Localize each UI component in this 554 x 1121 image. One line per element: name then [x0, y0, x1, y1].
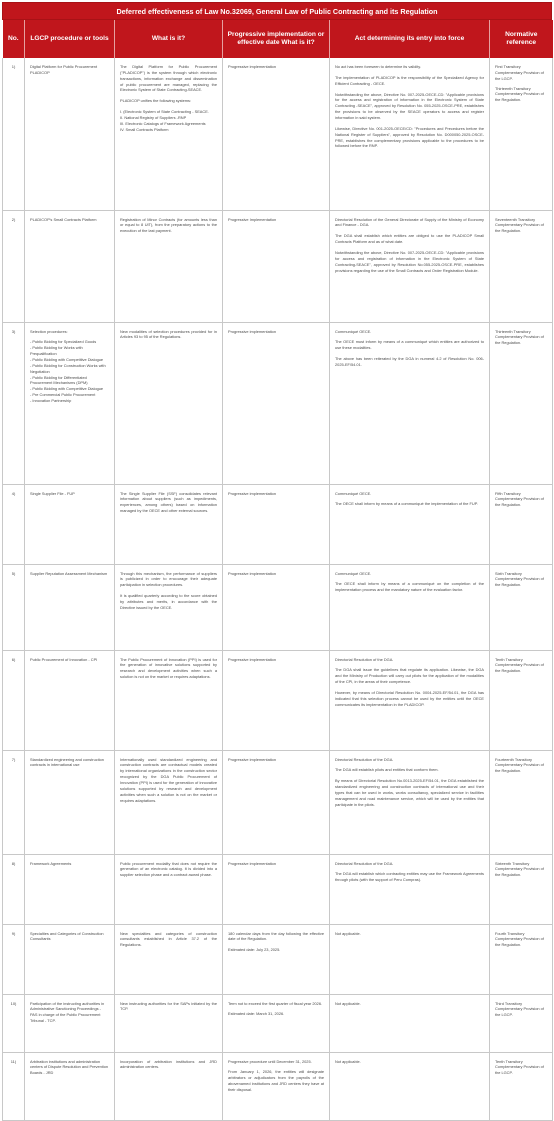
- what-paragraph: The Digital Platform for Public Procurement ("PLADICOP") is the system through which electronic transactions, information exchange and dissemination of public procurement are managed, replacing the Electronic System of State Contracting-SEACE.: [120, 64, 217, 93]
- what-paragraph: Through this mechanism, the performance of suppliers is publicized in order to encourage their adequate participation in selection procedures.: [120, 570, 217, 588]
- implementation-paragraph: Estimated date: March 31, 2026.: [228, 1011, 285, 1017]
- reference-paragraph: Seventeenth Transitory Complementary Provision of the Regulation.: [495, 216, 544, 234]
- act-paragraph: By means of Directorial Resolution No.0013-2025-EF/54.01, the DGA established the standardized engineering and construction contracts of international use and their types that can be used in works, works consultancy, specialized service in facilities management and road maintenance service, which will be used by the entities that participate in the pilots.: [335, 778, 484, 807]
- table-row: [3, 484, 553, 564]
- table-row: [3, 1052, 553, 1120]
- implementation-paragraph: 180 calendar days from the day following the effective date of the Regulation.: [228, 930, 324, 942]
- table-row: [3, 650, 553, 750]
- what-cell: [115, 484, 223, 564]
- reference-cell: [490, 210, 553, 322]
- row-number: 8): [3, 854, 25, 924]
- table-row: [3, 994, 553, 1052]
- procedure-cell: [25, 650, 115, 750]
- row-number: 4): [3, 484, 25, 564]
- table-row: [3, 854, 553, 924]
- row-number: 5): [3, 564, 25, 650]
- act-paragraph: Directorial Resolution of the General Directorate of Supply of the Ministry of Economy and Finance - DGA.: [335, 216, 484, 228]
- procedure-name: Framework Agreements: [30, 860, 72, 866]
- reference-cell: [490, 750, 553, 854]
- implementation-cell: [223, 924, 330, 994]
- act-paragraph: The DGA will establish pilots and entities that conform them.: [335, 767, 439, 773]
- procedure-cell: [25, 484, 115, 564]
- act-paragraph: Directorial Resolution of the DGA.: [335, 756, 394, 762]
- act-paragraph: The DGA will establish which contracting entities may use the Framework Agreements through pilots (with the support of Peru Compras).: [335, 871, 484, 883]
- header-act: Act determining its entry into force: [330, 20, 490, 58]
- reference-cell: [490, 994, 553, 1052]
- table-title: Deferred effectiveness of Law No.32069, General Law of Public Contracting and its Regulation: [2, 2, 552, 20]
- reference-cell: [490, 484, 553, 564]
- system-item: II. National Registry of Suppliers -RNP: [120, 115, 187, 121]
- implementation-cell: [223, 1052, 330, 1120]
- procedure-item: - Innovation Partnership: [30, 397, 72, 403]
- reference-cell: [490, 564, 553, 650]
- reference-cell: [490, 322, 553, 484]
- table-body: [3, 58, 553, 1120]
- act-paragraph: Directorial Resolution of the DGA.: [335, 860, 394, 866]
- reference-paragraph: Tenth Transitory Complementary Provision of the LGCP.: [495, 1058, 544, 1076]
- document-page: [2, 2, 552, 1092]
- reference-cell: [490, 1052, 553, 1120]
- procedure-cell: [25, 750, 115, 854]
- act-paragraph: Not applicable.: [335, 930, 361, 936]
- act-paragraph: Communiqué OECE.: [335, 490, 372, 496]
- header-no: No.: [3, 20, 25, 58]
- implementation-cell: [223, 854, 330, 924]
- act-cell: [330, 854, 490, 924]
- procedure-cell: [25, 1052, 115, 1120]
- procedure-name: Digital Platform for Public Procurement PLADICOP: [30, 64, 98, 75]
- act-paragraph: Likewise, Directive No. 001-2025-OECE/CD: "Procedures and Precedures before the National Register of Suppliers", approved by Resolution No. D000050-2025-OSCE-PRE, establishes the complementary provisions applicable to the procedures to be followed before the RNP.: [335, 125, 484, 149]
- act-paragraph: The above has been reiterated by the DGA in numeral 4.2 of Resolution No. 006-2025-EF/54.01.: [335, 356, 484, 367]
- what-paragraph: The Single Supplier File (SSF) consolidates relevant information about suppliers (such as impediments, experiences, among others) based on information managed by the OECE and other external sources.: [120, 490, 217, 514]
- procedure-cell: [25, 854, 115, 924]
- implementation-cell: [223, 750, 330, 854]
- procedure-item: - Public Bidding for Differentiated Procurement Mechanisms (DPM): [30, 374, 88, 386]
- reference-cell: [490, 58, 553, 210]
- header-reference: Normative reference: [490, 20, 553, 58]
- row-number: 10): [3, 994, 25, 1052]
- implementation-cell: [223, 994, 330, 1052]
- act-cell: [330, 564, 490, 650]
- what-cell: [115, 650, 223, 750]
- act-cell: [330, 750, 490, 854]
- procedure-name: Standardized engineering and construction contracts in international use: [30, 756, 104, 768]
- implementation-cell: [223, 650, 330, 750]
- procedure-cell: [25, 564, 115, 650]
- row-number: 1): [3, 58, 25, 210]
- what-cell: [115, 750, 223, 854]
- table-row: [3, 924, 553, 994]
- act-paragraph: The DGA shall establish which entities are obliged to use the PLADICOP Small Contracts Platform and as of what date.: [335, 233, 484, 245]
- act-paragraph: Notwithstanding the above, Directive No. 007-2025-OECE-CD: "Applicable provisions for the access and registration of information in the Electronic System of State Contracting -SEACE", approved by Resolution No. 055-2025-OSCE-PRE, establishes the provisions to be observed by the SEACE operators to access and register information in said system.: [335, 91, 484, 121]
- implementation-cell: [223, 484, 330, 564]
- what-cell: [115, 210, 223, 322]
- act-paragraph: The DGA shall issue the guidelines that regulate its application. Likewise, the DGA and the Ministry of Production will carry out pilots for the application of the modalities of the CPI, in the areas of their competence.: [335, 667, 484, 685]
- row-number: 2): [3, 210, 25, 322]
- procedure-item: - Public Bidding with Competitive Dialogue: [30, 356, 104, 362]
- implementation-cell: [223, 322, 330, 484]
- what-cell: [115, 854, 223, 924]
- what-cell: [115, 1052, 223, 1120]
- procedure-name: Single Supplier File - FUP: [30, 490, 75, 496]
- procedure-item: - Pre Commercial Public Procurement: [30, 392, 96, 398]
- row-number: 11): [3, 1052, 25, 1120]
- procedure-name: PLADICOP's Small Contracts Platform: [30, 216, 97, 222]
- procedure-cell: [25, 58, 115, 210]
- row-number: 3): [3, 322, 25, 484]
- implementation-paragraph: Progressive implementation: [228, 570, 277, 576]
- system-item: III. Electronic Catalogs of Framework Agreements: [120, 120, 206, 126]
- procedure-cell: [25, 924, 115, 994]
- act-paragraph: However, by means of Directorial Resolution No. 0004-2025-EF/54.01, the DGA has indicated that this selection process cannot be used by the entities until the OECE communicates its implementation in the PLADICOP.: [335, 689, 484, 707]
- act-paragraph: Notwithstanding the above, Directive No. 007-2025-OECE-CD: "Applicable provisions for access and registration of information in the Electronic System of State Contracting-SEACE", approved by Resolution No.055-2025-OSCE-PRE, establishes provisions regarding the use of the Small Contracts and Order Registration Module.: [335, 249, 484, 273]
- row-number: 9): [3, 924, 25, 994]
- act-paragraph: Communiqué OECE.: [335, 328, 372, 334]
- reference-cell: [490, 650, 553, 750]
- reference-paragraph: Third Transitory Complementary Provision of the LGCP.: [495, 1000, 544, 1018]
- act-paragraph: No act has been foreseen to determine its validity.: [335, 64, 421, 69]
- procedure-name: Selection procedures:: [30, 328, 68, 334]
- what-cell: [115, 924, 223, 994]
- procedure-cell: [25, 322, 115, 484]
- system-item: I. (Electronic System of State Contracting - SEACE.: [120, 109, 209, 115]
- implementation-paragraph: Progressive implementation: [228, 756, 277, 762]
- procedure-item: - Public Bidding for Construction Works with Negotiation: [30, 362, 106, 374]
- procedure-item: - Public Bidding with Competitive Dialogue: [30, 386, 104, 392]
- act-paragraph: The OECE shall inform by means of a communiqué on the completion of the implementation process and the mandatory nature of the evaluation factor.: [335, 581, 484, 593]
- implementation-paragraph: Estimated date: July 23, 2025.: [228, 947, 281, 953]
- header-procedure: LGCP procedure or tools: [25, 20, 115, 58]
- what-paragraph: The Public Procurement of Innovation (PPI) is used for the generation of innovative solutions supported by research and development activities when such a solution is not on the market or requires adaptations.: [120, 656, 217, 680]
- what-paragraph: New modalities of selection procedures provided for in Articles 93 to 95 of the Regulations.: [120, 328, 217, 340]
- what-paragraph: PLADICOP unifies the following systems:: [120, 98, 192, 104]
- reference-paragraph: Fifth Transitory Complementary Provision of the Regulation.: [495, 490, 544, 508]
- implementation-paragraph: Progressive implementation: [228, 64, 277, 69]
- reference-paragraph: Thirteenth Transitory Complementary Provision of the Regulation.: [495, 328, 544, 346]
- reference-paragraph: Tenth Transitory Complementary Provision of the Regulation.: [495, 656, 544, 674]
- procedure-cell: [25, 210, 115, 322]
- table-row: [3, 58, 553, 210]
- what-paragraph: Incorporation of arbitration institutions and JRD administration centers.: [120, 1058, 217, 1070]
- what-cell: [115, 58, 223, 210]
- what-paragraph: New instructing authorities for the SAPs initiated by the TCP.: [120, 1000, 217, 1012]
- reference-cell: [490, 924, 553, 994]
- procedure-cell: [25, 994, 115, 1052]
- act-paragraph: Not applicable.: [335, 1058, 361, 1064]
- act-cell: [330, 210, 490, 322]
- what-paragraph: Internationally used standardized engineering and construction contracts are contractual models created by international organizations in the construction sector recognized by the DGA Public Procurement of Innovation (PPI) is used for the generation of innovative solutions supported by research and development activities when such a solution is not on the market or requires adaptations.: [120, 756, 217, 803]
- reference-paragraph: Sixteenth Transitory Complementary Provision of the Regulation.: [495, 860, 544, 878]
- what-cell: [115, 994, 223, 1052]
- header-what: What is it?: [115, 20, 223, 58]
- implementation-cell: [223, 58, 330, 210]
- procedure-name: Supplier Reputation Assessment Mechanism: [30, 570, 108, 576]
- reference-paragraph: Fourth Transitory Complementary Provision of the Regulation.: [495, 930, 544, 948]
- table-row: [3, 322, 553, 484]
- implementation-paragraph: Term not to exceed the first quarter of fiscal year 2026.: [228, 1000, 323, 1006]
- table-row: [3, 210, 553, 322]
- what-cell: [115, 564, 223, 650]
- reference-cell: [490, 854, 553, 924]
- implementation-paragraph: Progressive implementation: [228, 860, 277, 866]
- act-paragraph: The OECE must inform by means of a communiqué which entities are authorized to use these modalities.: [335, 339, 484, 351]
- what-paragraph: Public procurement modality that does not require the generation of an electronic catalog. It is divided into a supplier selection phase and a contract award phase.: [120, 860, 217, 878]
- act-paragraph: Not applicable.: [335, 1000, 361, 1006]
- system-item: IV. Small Contracts Platform: [120, 126, 169, 132]
- implementation-paragraph: Progressive implementation: [228, 656, 277, 662]
- act-paragraph: The implementation of PLADICOP is the responsibility of the Specialized Agency for Efficient Contracting - OECE.: [335, 74, 484, 86]
- act-paragraph: Communiqué OECE.: [335, 570, 372, 576]
- implementation-paragraph: From January 1, 2026, the entities will designate arbitrators or adjudicators from the payrolls of the abovenamed institutions and JRD centers they have at their disposal.: [228, 1069, 324, 1092]
- act-cell: [330, 650, 490, 750]
- procedure-item: - Public Bidding for Specialized Goods: [30, 339, 97, 345]
- implementation-paragraph: Progressive Implementation: [228, 216, 277, 222]
- what-paragraph: New specialties and categories of construction consultants established in Article 37.2 of the Regulations.: [120, 930, 217, 948]
- deferred-effectiveness-table: [2, 20, 553, 1121]
- act-cell: [330, 58, 490, 210]
- procedure-name: Specialties and Categories of Construction Consultants: [30, 930, 104, 942]
- procedure-name: Arbitration institutions and administration centers of Dispute Resolution and Prevention Boards - JRD: [30, 1058, 109, 1076]
- reference-paragraph: Thirteenth Transitory Complementary Provision of the Regulation.: [495, 85, 544, 103]
- system-list: [120, 109, 217, 132]
- procedure-name: Participation of the instructing authorities in Administrative Sanctioning Proceedings - PAS in charge of the Public Procurement Tribunal - TCP.: [30, 1000, 105, 1024]
- act-paragraph: Directorial Resolution of the DGA.: [335, 656, 394, 662]
- header-row: [3, 20, 553, 58]
- act-cell: [330, 1052, 490, 1120]
- act-cell: [330, 322, 490, 484]
- reference-paragraph: Fourteenth Transitory Complementary Provision of the Regulation.: [495, 756, 544, 774]
- row-number: 7): [3, 750, 25, 854]
- act-cell: [330, 484, 490, 564]
- procedure-item: - Public Bidding for Works with Prequalification: [30, 345, 83, 357]
- implementation-paragraph: Progressive implementation: [228, 328, 277, 334]
- table-row: [3, 750, 553, 854]
- act-cell: [330, 924, 490, 994]
- procedure-name: Public Procurement of Innovation - CPI: [30, 656, 98, 662]
- implementation-cell: [223, 564, 330, 650]
- header-implementation: Progressive implementation or effective date What is it?: [223, 20, 330, 58]
- implementation-paragraph: Progressive implementation: [228, 490, 277, 496]
- implementation-cell: [223, 210, 330, 322]
- what-paragraph: It is qualified quarterly according to the score obtained by attributes and merits, in accordance with the Directive issued by the OECE.: [120, 593, 217, 610]
- reference-paragraph: First Transitory Complementary Provision of the LGCP.: [495, 64, 544, 81]
- row-number: 6): [3, 650, 25, 750]
- reference-paragraph: Sixth Transitory Complementary Provision of the Regulation.: [495, 570, 544, 588]
- table-row: [3, 564, 553, 650]
- procedure-list: [30, 339, 109, 403]
- implementation-paragraph: Progressive procedure until December 31, 2025.: [228, 1058, 312, 1064]
- act-paragraph: The OECE shall inform by means of a communiqué the implementation of the FUP.: [335, 501, 478, 507]
- what-paragraph: Registration of Minor Contracts (for amounts less than or equal to 8 UIT), from the preparatory actions to the execution of the last payment.: [120, 216, 217, 234]
- act-cell: [330, 994, 490, 1052]
- what-cell: [115, 322, 223, 484]
